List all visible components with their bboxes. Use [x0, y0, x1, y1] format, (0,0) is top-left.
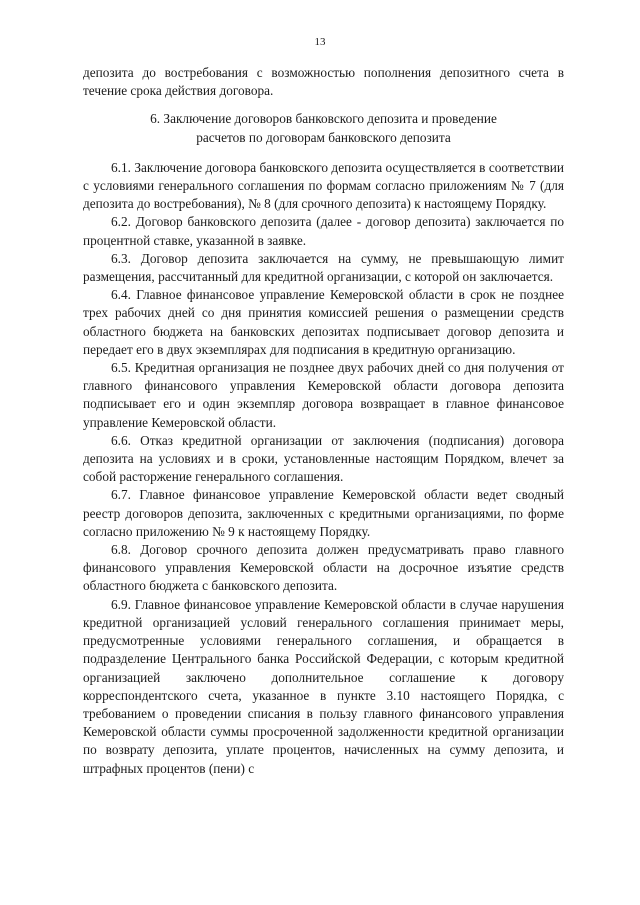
paragraph-6-5: 6.5. Кредитная организация не позднее двух рабочих дней со дня получения от главного финансового управления Кемеровской области договора депозита подписывает его и один экземпляр договора возвращает в главное финансовое управление Кемеровской области.: [83, 360, 564, 430]
section-heading-line-2: расчетов по договорам банковского депозита: [196, 129, 451, 145]
section-heading: [83, 110, 564, 146]
paragraph-6-8: 6.8. Договор срочного депозита должен предусматривать право главного финансового управления Кемеровской области на досрочное изъятие средств областного бюджета с банковского депозита.: [83, 542, 564, 594]
continued-paragraph: депозита до востребования с возможностью пополнения депозитного счета в течение срока действия договора.: [83, 65, 564, 99]
paragraph-6-1: 6.1. Заключение договора банковского депозита осуществляется в соответствии с условиями генерального соглашения по формам согласно приложениям № 7 (для депозита до востребования), № 8 (для срочного депозита) к настоящему Порядку.: [83, 159, 564, 212]
paragraph-6-2: 6.2. Договор банковского депозита (далее - договор депозита) заключается по процентной ставке, указанной в заявке.: [83, 214, 564, 248]
paragraph-6-6: 6.6. Отказ кредитной организации от заключения (подписания) договора депозита на условиях и в сроки, установленные настоящим Порядком, влечет за собой расторжение генерального соглашения.: [83, 432, 564, 485]
paragraph-6-7: 6.7. Главное финансовое управление Кемеровской области ведет сводный реестр договоров депозита, заключенных с кредитными организациями, по форме согласно приложению № 9 к настоящему Порядку.: [83, 487, 564, 539]
paragraph-6-3: 6.3. Договор депозита заключается на сумму, не превышающую лимит размещения, рассчитанный для кредитной организации, с которой он заключается.: [83, 250, 564, 285]
paragraph-6-4: 6.4. Главное финансовое управление Кемеровской области в срок не позднее трех рабочих дней со дня принятия комиссией решения о размещении средств областного бюджета на банковских депозитах подписывает договор депозита и передает его в двух экземплярах для подписания в кредитную организацию.: [83, 287, 564, 357]
page-number: 13: [314, 36, 326, 48]
document-body: [83, 64, 564, 778]
section-heading-line-1: 6. Заключение договоров банковского депозита и проведение: [150, 111, 497, 127]
paragraph-6-9: 6.9. Главное финансовое управление Кемеровской области в случае нарушения кредитной организацией условий генерального соглашения принимает меры, предусмотренные условиями генерального соглашения, и обращается в подразделение Центрального банка Российской Федерации, с которым кредитной организацией заключено дополнительное соглашение к договору корреспондентского счета, указанное в пункте 3.10 настоящего Порядка, с требованием о проведении списания в пользу главного финансового управления Кемеровской области суммы просроченной задолженности кредитной организации по возврату депозита, уплате процентов, начисленных на сумму депозита, и штрафных процентов (пени) с: [83, 596, 564, 776]
